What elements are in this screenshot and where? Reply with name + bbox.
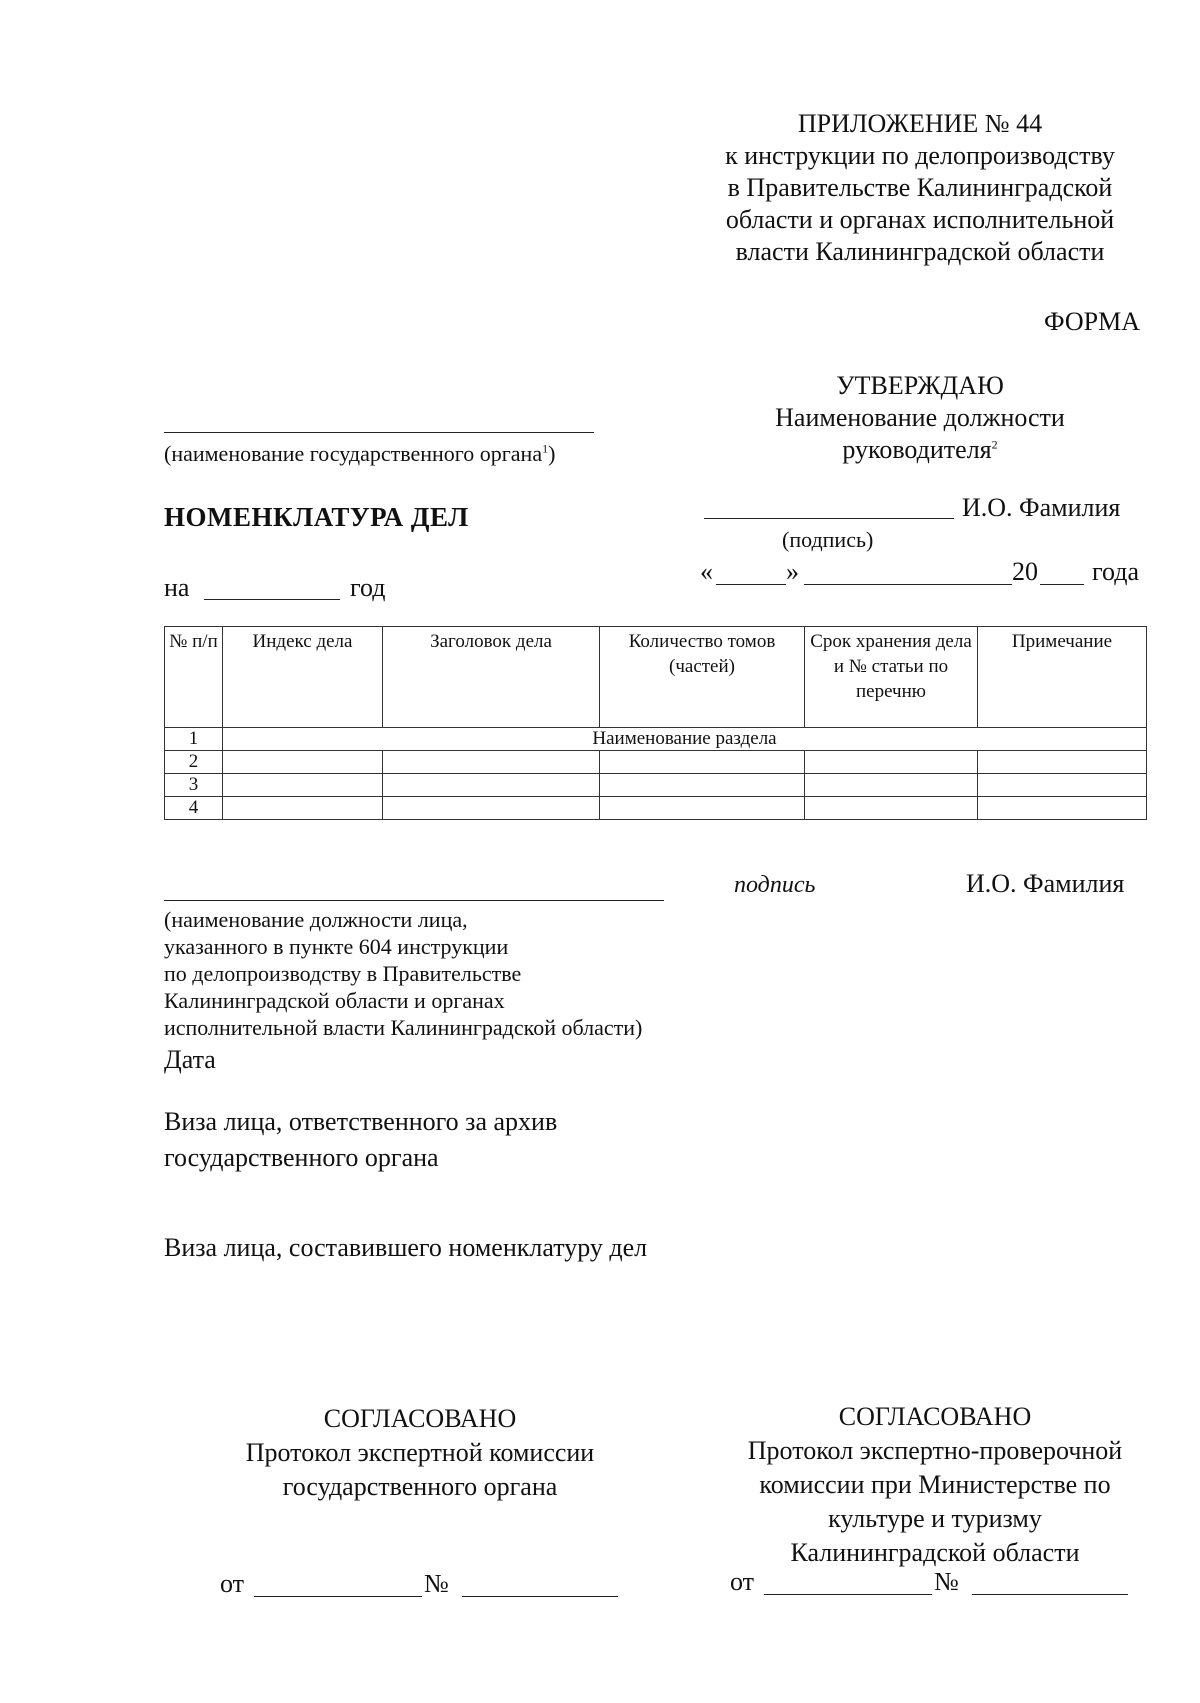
approve-month-line bbox=[804, 584, 1012, 585]
agreed-left-block bbox=[200, 1402, 640, 1504]
visa-compiler: Виза лица, составившего номенклатуру дел bbox=[164, 1233, 648, 1262]
approve-name: И.О. Фамилия bbox=[962, 493, 1121, 522]
table-cell bbox=[223, 751, 383, 774]
visa-archive: Виза лица, ответственного за архив государственного органа bbox=[164, 1107, 558, 1172]
table-cell bbox=[978, 774, 1147, 797]
header-notes: Примечание bbox=[978, 627, 1147, 728]
year-blank-line bbox=[204, 599, 340, 600]
signer-caption-line: (наименование должности лица, bbox=[164, 907, 468, 932]
agreed-right-from: от bbox=[730, 1567, 755, 1596]
signer-signature: подпись bbox=[734, 872, 816, 898]
table-cell bbox=[978, 751, 1147, 774]
agreed-left-number-line bbox=[462, 1596, 618, 1597]
table-cell bbox=[978, 797, 1147, 820]
signer-caption-line: указанного в пункте 604 инструкции bbox=[164, 934, 509, 959]
header-retention: Срок хранения дела и № статьи по перечню bbox=[805, 627, 978, 728]
approve-quote-close: » bbox=[786, 557, 799, 586]
approve-quote-open: « bbox=[700, 557, 713, 586]
table-row bbox=[165, 774, 1147, 797]
header-index: Индекс дела bbox=[223, 627, 383, 728]
year-label: год bbox=[350, 573, 386, 602]
table-cell bbox=[223, 797, 383, 820]
table-section-row bbox=[165, 728, 1147, 751]
table-row bbox=[165, 797, 1147, 820]
signer-name: И.О. Фамилия bbox=[966, 869, 1125, 898]
agreed-right-number-sign: № bbox=[934, 1567, 959, 1596]
table-cell bbox=[805, 751, 978, 774]
signer-caption bbox=[164, 906, 764, 1041]
organ-caption: (наименование государственного органа$^1$) bbox=[164, 441, 556, 466]
table-cell bbox=[805, 797, 978, 820]
agreed-right-title: СОГЛАСОВАНО bbox=[838, 1402, 1032, 1431]
appendix-line: области и органах исполнительной bbox=[725, 205, 1115, 234]
approve-year-prefix: 20 bbox=[1012, 557, 1038, 586]
header-volumes: Количество томов (частей) bbox=[600, 627, 805, 728]
table-cell bbox=[600, 774, 805, 797]
table-cell bbox=[383, 751, 600, 774]
table-cell bbox=[223, 774, 383, 797]
signer-position-line bbox=[164, 900, 664, 901]
signer-caption-line: Калининградской области и органах bbox=[164, 988, 505, 1013]
table-cell bbox=[600, 751, 805, 774]
approve-title: УТВЕРЖДАЮ bbox=[836, 371, 1004, 400]
appendix-block bbox=[700, 108, 1140, 268]
table-header-row bbox=[165, 627, 1147, 728]
table-cell bbox=[383, 797, 600, 820]
approve-year-suffix: года bbox=[1092, 557, 1140, 586]
row-num: 4 bbox=[165, 797, 223, 820]
agreed-left-title: СОГЛАСОВАНО bbox=[323, 1404, 517, 1433]
approve-position-line2: руководителя$^2$ bbox=[842, 435, 998, 464]
form-label: ФОРМА bbox=[1044, 307, 1140, 336]
appendix-line: власти Калининградской области bbox=[735, 237, 1105, 266]
appendix-number: ПРИЛОЖЕНИЕ № 44 bbox=[797, 109, 1043, 138]
agreed-right-line: Протокол экспертно-проверочной bbox=[747, 1436, 1123, 1465]
agreed-left-line: государственного органа bbox=[282, 1472, 558, 1501]
nomenclature-table bbox=[164, 626, 1147, 820]
agreed-right-block bbox=[720, 1400, 1150, 1570]
row-num: 3 bbox=[165, 774, 223, 797]
agreed-right-date-line bbox=[764, 1594, 932, 1595]
row-num: 2 bbox=[165, 751, 223, 774]
organ-name-line bbox=[164, 432, 594, 433]
signer-caption-line: по делопроизводству в Правительстве bbox=[164, 961, 522, 986]
approve-signature-line bbox=[704, 518, 954, 519]
appendix-line: в Правительстве Калининградской bbox=[727, 173, 1113, 202]
header-num: № п/п bbox=[165, 627, 223, 728]
agreed-left-from: от bbox=[220, 1569, 245, 1598]
table-row bbox=[165, 751, 1147, 774]
section-name: Наименование раздела bbox=[223, 728, 1147, 751]
approve-position-line1: Наименование должности bbox=[775, 403, 1065, 432]
row-num: 1 bbox=[165, 728, 223, 751]
agreed-right-number-line bbox=[972, 1594, 1128, 1595]
agreed-left-date-line bbox=[254, 1596, 422, 1597]
footnote-mark-2: 2 bbox=[991, 437, 998, 452]
approve-signature-caption: (подпись) bbox=[782, 527, 874, 552]
agreed-left-number-sign: № bbox=[424, 1569, 449, 1598]
appendix-line: к инструкции по делопроизводству bbox=[725, 141, 1115, 170]
approve-day-line bbox=[716, 584, 786, 585]
footnote-mark-1: 1 bbox=[542, 441, 549, 456]
agreed-left-line: Протокол экспертной комиссии bbox=[245, 1438, 595, 1467]
approve-block bbox=[740, 370, 1100, 466]
table-cell bbox=[600, 797, 805, 820]
agreed-right-line: культуре и туризму bbox=[828, 1504, 1042, 1533]
signer-caption-line: исполнительной власти Калининградской области) bbox=[164, 1015, 643, 1040]
on-label: на bbox=[164, 573, 190, 602]
header-heading: Заголовок дела bbox=[383, 627, 600, 728]
date-label: Дата bbox=[164, 1045, 216, 1074]
document-title: НОМЕНКЛАТУРА ДЕЛ bbox=[164, 502, 469, 532]
approve-year-line bbox=[1040, 584, 1084, 585]
agreed-right-line: комиссии при Министерстве по bbox=[759, 1470, 1111, 1499]
table-cell bbox=[383, 774, 600, 797]
agreed-right-line: Калининградской области bbox=[790, 1538, 1080, 1567]
table-cell bbox=[805, 774, 978, 797]
